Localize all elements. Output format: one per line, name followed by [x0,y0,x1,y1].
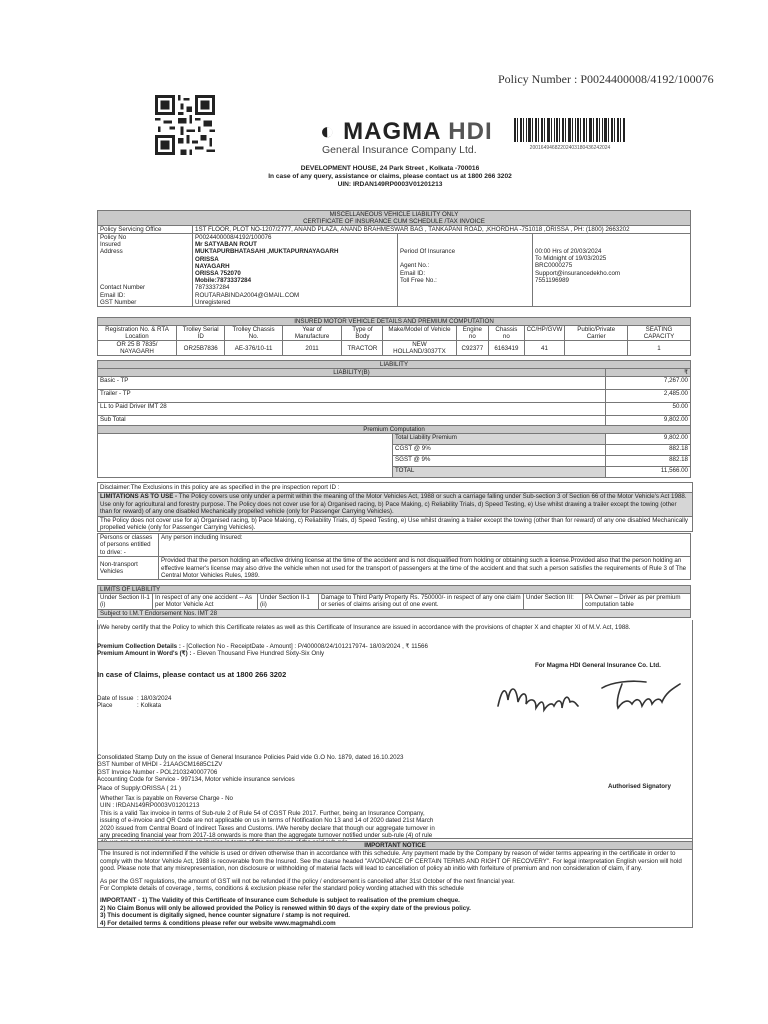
address-mobile: Mobile:7873337284 [195,277,252,285]
vehicle-registration: OR 25 B 7835/ NAYAGARH [98,341,177,356]
period-end: To Midnight of 19/03/2025 [535,255,607,263]
premium-table [97,425,691,478]
company-contact-line: In case of any query, assistance or claims, please contact us at 1800 266 3202 [268,173,512,180]
insured-name: Mr SATYABAN ROUT [195,241,257,249]
issue-date-value: : 18/03/2024 [137,695,172,702]
company-uin: UIN: IRDAN149RP0003V01201213 [337,181,443,188]
vehicle-header-trolley-id: Trolley Serial ID [177,326,225,341]
company-logo [320,118,493,156]
subtotal-label: Sub Total [98,416,606,427]
premium-row-value: 9,802.00 [606,434,691,445]
premium-row-label: Total Liability Premium [393,434,606,445]
vehicle-year: 2011 [282,341,342,356]
liability-band: LIABILITY [98,361,691,369]
insured-labels [98,234,193,307]
collection-block [97,643,691,658]
important-notice-band: IMPORTANT NOTICE [98,842,692,850]
vehicle-header-registration: Registration No. & RTA Location [98,326,177,341]
premium-band: Premium Computation [98,426,691,434]
vehicle-header-year: Year of Manufacture [282,326,342,341]
subtotal-value: 9,802.00 [606,416,691,427]
notice-paragraph-1: The Insured is not indemnified if the vehicle is used or driven otherwise than in accordance with this schedule. Any payment made by the Company by reason of wider terms appearing in the certificate in order to comply with the Motor Vehicle Act, 1988 is recoverable from the Insured. See the clause headed "AVOIDANCE OF CERTAIN TERMS AND RIGHT OF RECOVERY". For legal interpretation English version will hold good. Please note that any misrepresentation, non disclosure or withholding of material facts will lead to cancellation of policy ab initio with forfeiture of premium and non consideration of claim, if any. [100,850,682,873]
logo-mark-icon: ◐ [320,118,344,145]
gst-value: Unregistered [195,298,231,306]
gst-invoice-number: GST Invoice Number - POL2103240007706 [97,768,218,776]
authorised-signatory: Authorised Signatory [608,783,671,790]
vehicle-header-make: Make/Model of Vehicle [383,326,456,341]
imt-endorsement: Subject to I.M.T Endorsement Nos. IMT 28 [98,609,691,617]
premium-row-label: CGST @ 9% [393,445,606,456]
servicing-office-label: Policy Servicing Office [98,226,193,234]
policy-no-value: P0024400008/4192/100076 [195,234,272,241]
liability-row-value: 50.00 [606,403,691,416]
signature-icon [490,668,690,728]
issue-place-value: : Kolkata [137,702,162,710]
liability-row-value: 7,267.00 [606,377,691,390]
for-company: For Magma HDI General Insurance Co. Ltd. [535,662,661,669]
collection-value: - [Collection No - ReceiptDate - Amount] : P/400008/24/101217974- 18/03/2024 , ₹ 11566 [182,643,428,650]
period-values [533,234,691,307]
premium-row-label: SGST @ 9% [393,456,606,467]
vehicle-band: INSURED MOTOR VEHICLE DETAILS AND PREMIUM COMPUTATION [98,318,691,326]
vehicle-carrier [565,341,628,356]
vehicle-body: TRACTOR [342,341,383,356]
email-label: Email ID: [100,291,126,299]
servicing-office-value: 1ST FLOOR, PLOT NO-1207/2777, ANAND PLAZA, ANAND BRAHMESWAR BAG , TANKAPANI ROAD, ,KHORDHA -751018 ,ORISSA , PH: (1800) 2663202 [193,226,691,234]
persons-table [97,533,691,580]
claims-contact: In case of Claims, please contact us at 1800 266 3202 [97,670,287,679]
vehicle-header-trolley-chassis: Trolley Chassis No. [225,326,282,341]
liability-row-label: LL to Paid Driver IMT 28 [98,403,606,416]
contact-label: Contact Number [100,284,146,292]
limits-section-ii-1i: Under Section II-1 (i) [98,594,153,610]
company-address: DEVELOPMENT HOUSE, 24 Park Street , Kolkata -700016 [300,165,480,172]
agent-email-label: Email ID: [400,269,426,277]
amount-words-value: - Eleven Thousand Five Hundred Sixty-Six Only [193,650,325,658]
tax-block [97,754,691,784]
collection-label: Premium Collection Details : [97,643,181,650]
address-line-4: ORISSA 752070 [195,270,241,278]
vehicle-trolley-chassis: AE-376/10-11 [225,341,282,356]
tollfree-value: 7551196989 [535,276,569,284]
issue-date-label: Date of Issue [97,695,134,702]
premium-row-value: 882.18 [606,456,691,467]
notice-paragraph-3: For Complete details of coverage , terms, conditions & exclusion please refer the standard policy wording attached with this schedule [100,885,464,893]
gstin: GST Number of MHDI - 21AAGCM1685C1ZV [97,761,223,769]
email-value: ROUTARABINDA2004@GMAIL.COM [195,291,300,299]
liability-table [97,360,691,427]
vehicle-header-body: Type of Body [342,326,383,341]
non-transport-value: Provided that the person holding an effective driving license at the time of the accident and is not disqualified from holding or obtaining such a license.Provided also that the person holding an effective learner's license may also drive the vehicle when not used for the transport of passengers at the time of the accident and that such a person satisfies the requirements of Rule 3 of The Central Motor Vehicles Rules, 1989. [159,557,691,580]
insured-details-table [97,210,691,307]
limitations-label: LIMITATIONS AS TO USE - [100,493,178,501]
reverse-charge: Whether Tax is payable on Reverse Charge - No [100,795,233,802]
qr-code-icon [155,95,215,155]
period-start: 00:00 Hrs of 20/03/2024 [535,248,602,255]
premium-total-label: TOTAL [393,467,606,478]
logo-brand: MAGMA [343,118,441,145]
liability-row-label: Trailer - TP [98,390,606,403]
policy-no-label: Policy No [100,234,127,241]
amount-words-label: Premium Amount in Word's (₹) : [97,650,192,658]
vehicle-trolley-id: OR25B7836 [177,341,225,356]
premium-total-value: 11,566.00 [606,467,691,478]
insured-values [193,234,398,307]
premium-blank-cell [98,434,393,478]
persons-value: Any person including Insured: [159,534,691,557]
logo-subtitle: General Insurance Company Ltd. [322,144,477,156]
currency-symbol: ₹ [606,369,691,377]
issue-place-label: Place [97,702,113,710]
persons-label: Persons or classes of persons entitled to drive: - [98,534,159,557]
certificate-title [98,211,691,226]
company-address-block [200,165,580,189]
premium-row-value: 882.18 [606,445,691,456]
tollfree-label: Toll Free No.: [400,276,437,284]
barcode-icon [514,118,626,142]
vehicle-header-seating: SEATING CAPACITY [628,326,691,341]
barcode-number: 20016494682202403180436242024 [529,145,611,151]
disclaimer-box [97,482,693,532]
limits-section-ii-1i-text: In respect of any one accident -- As per Motor Vehicle Act [153,594,258,610]
place-of-supply: Place of Supply:ORISSA ( 21 ) [97,785,181,792]
stamp-duty: Consolidated Stamp Duty on the issue of General Insurance Policies Paid vide G.O No. 1879, dated 16.10.2023 [97,754,404,761]
logo-brand-accent: HDI [448,118,493,145]
certify-text: I/We hereby certify that the Policy to which this Certificate relates as well as this Certificate of Insurance are issued in accordance with the provisions of chapter X and chapter XI of M.V. Act, 1988. [97,624,631,631]
important-notice-box [97,841,693,928]
vehicle-details-table [97,317,691,356]
limits-section-iii-text: PA Owner – Driver as per premium computation table [583,594,691,610]
agent-label: Agent No.: [400,262,430,270]
gst-label: GST Number [100,298,137,306]
notice-paragraph-2: As per the GST regulations, the amount of GST will not be refunded if the policy / endorsement is cancelled after 31st October of the next financial year. [100,877,515,885]
certificate-title-2: CERTIFICATE OF INSURANCE CUM SCHEDULE /TAX INVOICE [303,218,485,225]
important-4: 4) For detailed terms & conditions please refer our website www.magmahdi.com [100,919,336,927]
limits-section-ii-1ii: Under Section II-1 (ii) [258,594,319,610]
limits-band: LIMITS OF LIABILITY [98,586,691,594]
important-3: 3) This document is digitally signed, hence counter signature / stamp is not required. [100,912,350,920]
limitations-text-2: The Policy does not cover use for a) Organised racing, b) Pace Making, c) Reliability Trials, d) Speed Testing, e) Use whilst drawing a trailer except the towing (other than for reward) of any one disabled Mechanically propelled vehicle (only for Passenger Carrying Vehicles). [98,516,692,532]
address-label: Address [100,248,123,256]
agent-email-value: Support@insurancedekho.com [535,269,621,277]
limits-table [97,585,691,618]
address-line-1: MUKTAPURBHATASAHI ,MUKTAPURNAYAGARH [195,248,339,256]
limits-section-iii: Under Section III: [524,594,583,610]
vehicle-seating: 1 [628,341,691,356]
limitations-block [98,492,692,515]
agent-value: BRC0000275 [535,262,573,270]
liability-row-value: 2,485.00 [606,390,691,403]
tax-validity-block [97,795,693,848]
period-labels [398,234,533,307]
uin: UIN : IRDAN149RP0003V01201213 [100,802,200,810]
limitations-text: The Policy covers use only under a permit within the meaning of the Motor Vehicles Act, 1988 or such a carriage falling under Sub-section 3 of Section 66 of the Motor Vehicle's Act 1988. Use only for agricultural and forestry purpose. The Policy does not cover use for a) Organised racing, b) Pace Making, c) Reliability Trials, d) Speed Testing, e) Use whilst drawing a trailer except the towing (other than for reward) of any one disabled Mechanically propelled vehicle (only for Passenger Carrying Vehicles). [100,493,687,516]
vehicle-make: NEW HOLLAND/3037TX [383,341,456,356]
liability-sub-band: LIABILITY(B) [98,369,606,377]
tax-invoice-validity: This is a valid Tax invoice in terms of Sub-rule 2 of Rule 54 of CGST Rule 2017. Further, being an Insurance Company, issuing of e-invoice and QR Code are not applicable on us in terms of Notification No 13 and 14 of 2020 dated 21st March 2020 issued from Central Board of Indirect Taxes and Customs. I/We hereby declare that though our aggregate turnover in any preceding financial year from 2017-18 onwards is more than the aggregate turnover notified under sub-rule (4) of rule [100,809,435,840]
vehicle-header-chassis: Chassis no [489,326,524,341]
contact-value: 7873337284 [195,284,230,292]
vehicle-engine: C92377 [456,341,489,356]
certificate-title-1: MISCELLANEOUS VEHICLE LIABILITY ONLY [329,211,459,218]
non-transport-label: Non-transport Vehicles [98,557,159,580]
period-label: Period Of Insurance [400,248,456,255]
address-line-2: ORISSA [195,255,219,263]
insured-label: Insured [100,241,121,249]
limits-section-ii-1ii-text: Damage to Third Party Property Rs. 750000/- in respect of any one claim or series of claims arising out of one event. [319,594,524,610]
vehicle-header-carrier: Public/Private Carrier [565,326,628,341]
liability-row-label: Basic - TP [98,377,606,390]
vehicle-header-engine: Engine no [456,326,489,341]
accounting-code: Accounting Code for Service - 997134, Motor vehicle insurance services [97,776,295,784]
important-1: IMPORTANT - 1) The Validity of this Certificate of Insurance cum Schedule is subject to realisation of the premium cheque. [100,897,460,905]
policy-number-header: Policy Number : P0024400008/4192/100076 [498,72,714,86]
vehicle-header-cc: CC/HP/GVW [524,326,565,341]
address-line-3: NAYAGARH [195,262,230,270]
important-2: 2) No Claim Bonus will only be allowed provided the Policy is renewed within 90 days of the expiry date of the previous policy. [100,904,471,912]
vehicle-chassis: 6163419 [489,341,524,356]
disclaimer-text: Disclaimer:The Exclusions in this policy are as specified in the pre inspection report ID : [100,484,340,491]
vehicle-cc: 41 [524,341,565,356]
